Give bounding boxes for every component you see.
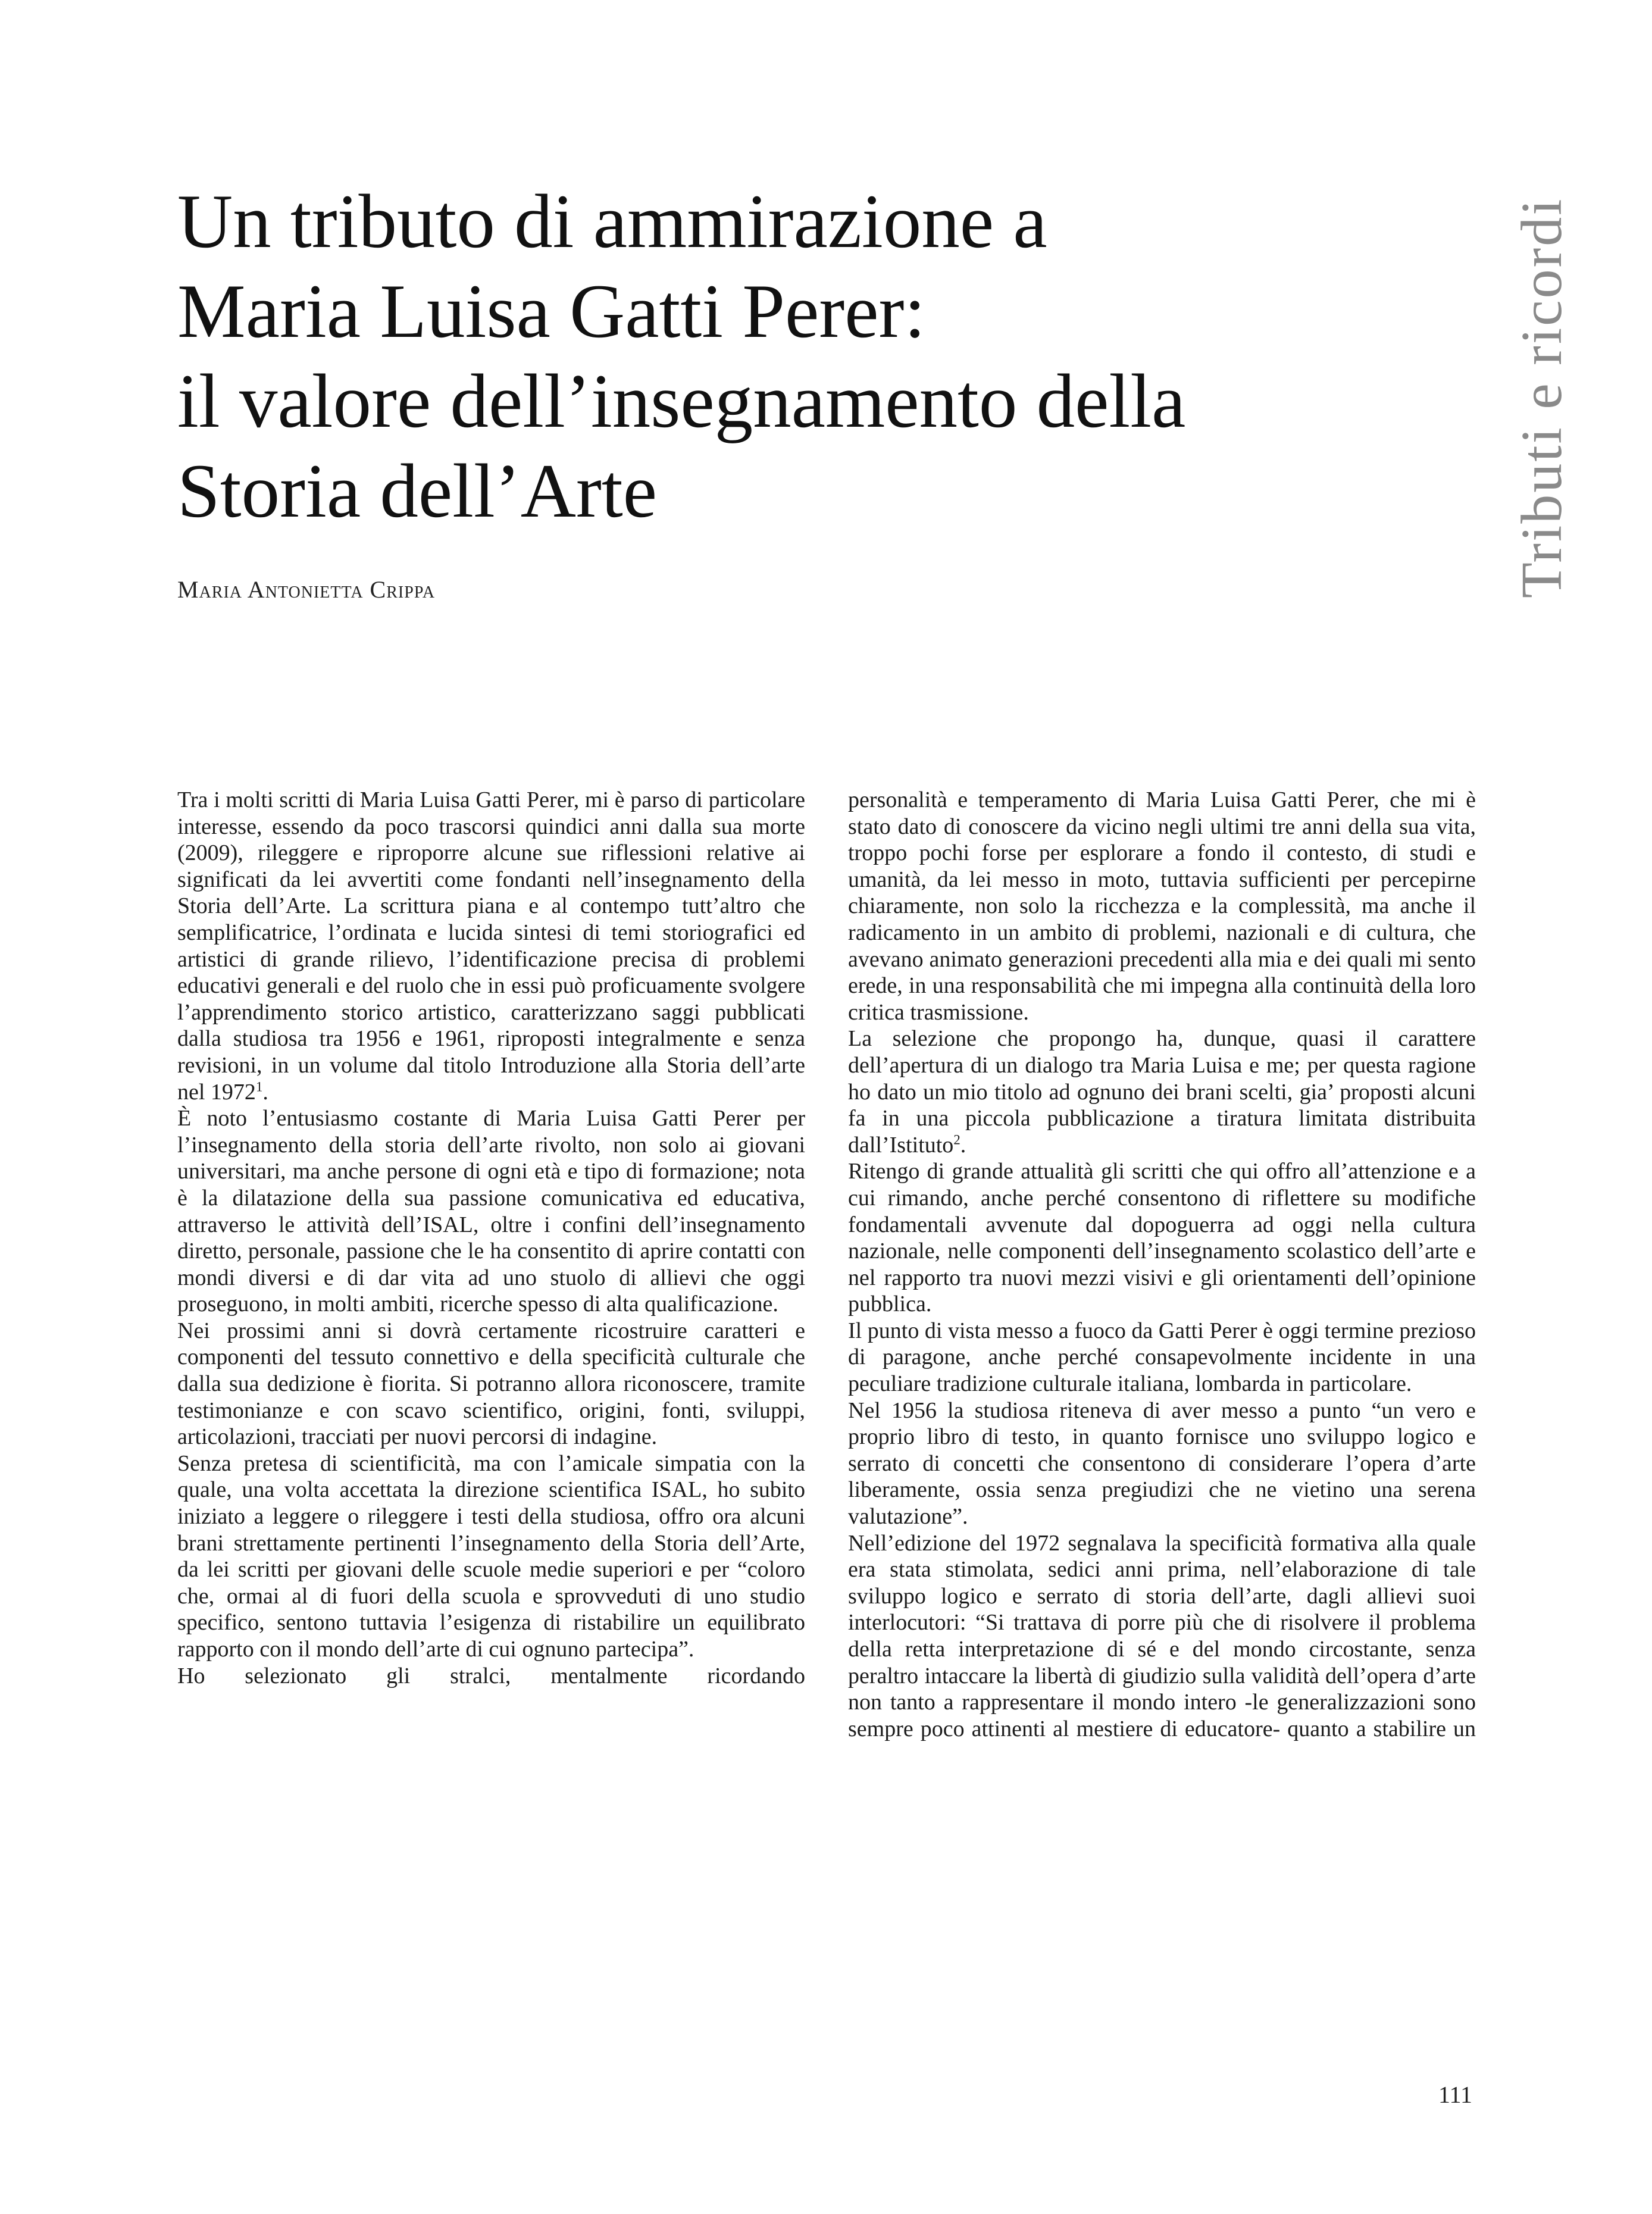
paragraph: Nel 1956 la studiosa riteneva di aver messo a punto “un vero e proprio libro di testo, in quanto fornisce uno sviluppo logico e serrato di concetti che consentono di considerare l’opera d’arte liberamente, ossia senza pregiudizi che ne vietino una serena valutazione”.	[848, 1397, 1476, 1530]
paragraph-end: .	[262, 1079, 268, 1105]
paragraph: personalità e temperamento di Maria Luisa Gatti Perer, che mi è stato dato di conoscere da vicino negli ultimi tre anni della sua vita, troppo pochi forse per esplorare a fondo il contesto, di studi e umanità, da lei messo in moto, tuttavia sufficienti per percepirne chiaramente, non solo la ricchezza e la complessità, ma anche il radicamento in un ambito di problemi, nazionali e di cultura, che avevano animato generazioni precedenti alla mia e dei quali mi sento erede, in una responsabilità che mi impegna alla continuità della loro critica trasmissione.	[848, 787, 1476, 1025]
title-line: Maria Luisa Gatti Perer:	[177, 268, 926, 354]
title-line: Un tributo di ammirazione a	[177, 179, 1047, 264]
title-line: il valore dell’insegnamento della	[177, 358, 1186, 443]
footnote-ref: 1	[255, 1078, 263, 1094]
paragraph-end: .	[960, 1132, 966, 1158]
text-column-right	[848, 787, 1476, 1742]
paragraph: Ritengo di grande attualità gli scritti che qui offro all’attenzione e a cui rimando, anche perché consentono di riflettere su modifiche fondamentali avvenute dal dopoguerra ad oggi nella cultura nazionale, nelle componenti dell’insegnamento scolastico dell’arte e nel rapporto tra nuovi mezzi visivi e gli orientamenti dell’opinione pubblica.	[848, 1159, 1476, 1317]
title-line: Storia dell’Arte	[177, 448, 657, 533]
paragraph-text: Tra i molti scritti di Maria Luisa Gatti Perer, mi è parso di particolare interesse, essendo da poco trascorsi quindici anni dalla sua morte (2009), rileggere e riproporre alcune sue riflessioni relative ai significati da lei avvertiti come fondanti nell’insegnamento della Storia dell’Arte. La scrittura piana e al contempo tutt’altro che semplificatrice, l’ordinata e lucida sintesi di temi storiografici ed artistici di grande rilievo, l’identificazione precisa di problemi educativi generali e del ruolo che in essi può proficuamente svolgere l’apprendimento storico artistico, caratterizzano saggi pubblicati dalla studiosa tra 1956 e 1961, riproposti integralmente e senza revisioni, in un volume dal titolo Introduzione alla Storia dell’arte nel 1972	[177, 787, 805, 1105]
paragraph: Nell’edizione del 1972 segnalava la specificità formativa alla quale era stata stimolata, sedici anni prima, nell’elaborazione di tale sviluppo logico e serrato di storia dell’arte, dagli allievi suoi interlocutori: “Si trattava di porre più che di risolvere il problema della retta interpretazione di sé e del mondo circostante, senza peraltro intaccare la libertà di giudizio sulla validità dell’opera d’arte non tanto a rappresentare il mondo intero -le generalizzazioni sono sempre poco attinenti al mestiere di educatore- quanto a stabilire un	[848, 1530, 1476, 1741]
paragraph: Nei prossimi anni si dovrà certamente ricostruire caratteri e componenti del tessuto connettivo e della specificità culturale che dalla sua dedizione è fiorita. Si potranno allora riconoscere, tramite testimonianze e con scavo scientifico, origini, fonti, sviluppi, articolazioni, tracciati per nuovi percorsi di indagine.	[177, 1318, 805, 1450]
page-number: 111	[1438, 2081, 1472, 2108]
paragraph	[848, 1025, 1476, 1158]
text-column-left	[177, 787, 805, 1689]
article-title	[177, 176, 1427, 536]
paragraph-text: La selezione che propongo ha, dunque, quasi il carattere dell’apertura di un dialogo tra Maria Luisa e me; per questa ragione ho dato un mio titolo ad ognuno dei brani scelti, gia’ proposti alcuni fa in una piccola pubblicazione a tiratura limitata distribuita dall’Istituto	[848, 1026, 1476, 1158]
section-label: Tributi e ricordi	[1510, 197, 1574, 598]
paragraph: Il punto di vista messo a fuoco da Gatti Perer è oggi termine prezioso di paragone, anche perché consapevolmente incidente in una peculiare tradizione culturale italiana, lombarda in particolare.	[848, 1318, 1476, 1397]
author-name: Maria Antonietta Crippa	[177, 576, 436, 603]
paragraph: Ho selezionato gli stralci, mentalmente ricordando	[177, 1663, 805, 1688]
paragraph	[177, 787, 805, 1105]
footnote-ref: 2	[953, 1132, 960, 1147]
paragraph: Senza pretesa di scientificità, ma con l’amicale simpatia con la quale, una volta accettata la direzione scientifica ISAL, ho subito iniziato a leggere o rileggere i testi della studiosa, offro ora alcuni brani strettamente pertinenti l’insegnamento della Storia dell’Arte, da lei scritti per giovani delle scuole medie superiori e per “coloro che, ormai al di fuori della scuola e sprovveduti di uno studio specifico, sentono tuttavia l’esigenza di ristabilire un equilibrato rapporto con il mondo dell’arte di cui ognuno partecipa”.	[177, 1450, 805, 1662]
paragraph: È noto l’entusiasmo costante di Maria Luisa Gatti Perer per l’insegnamento della storia dell’arte rivolto, non solo ai giovani universitari, ma anche persone di ogni età e tipo di formazione; nota è la dilatazione della sua passione comunicativa ed educativa, attraverso le attività dell’ISAL, oltre i confini dell’insegnamento diretto, personale, passione che le ha consentito di aprire contatti con mondi diversi e di dar vita ad uno stuolo di allievi che oggi proseguono, in molti ambiti, ricerche spesso di alta qualificazione.	[177, 1106, 805, 1317]
